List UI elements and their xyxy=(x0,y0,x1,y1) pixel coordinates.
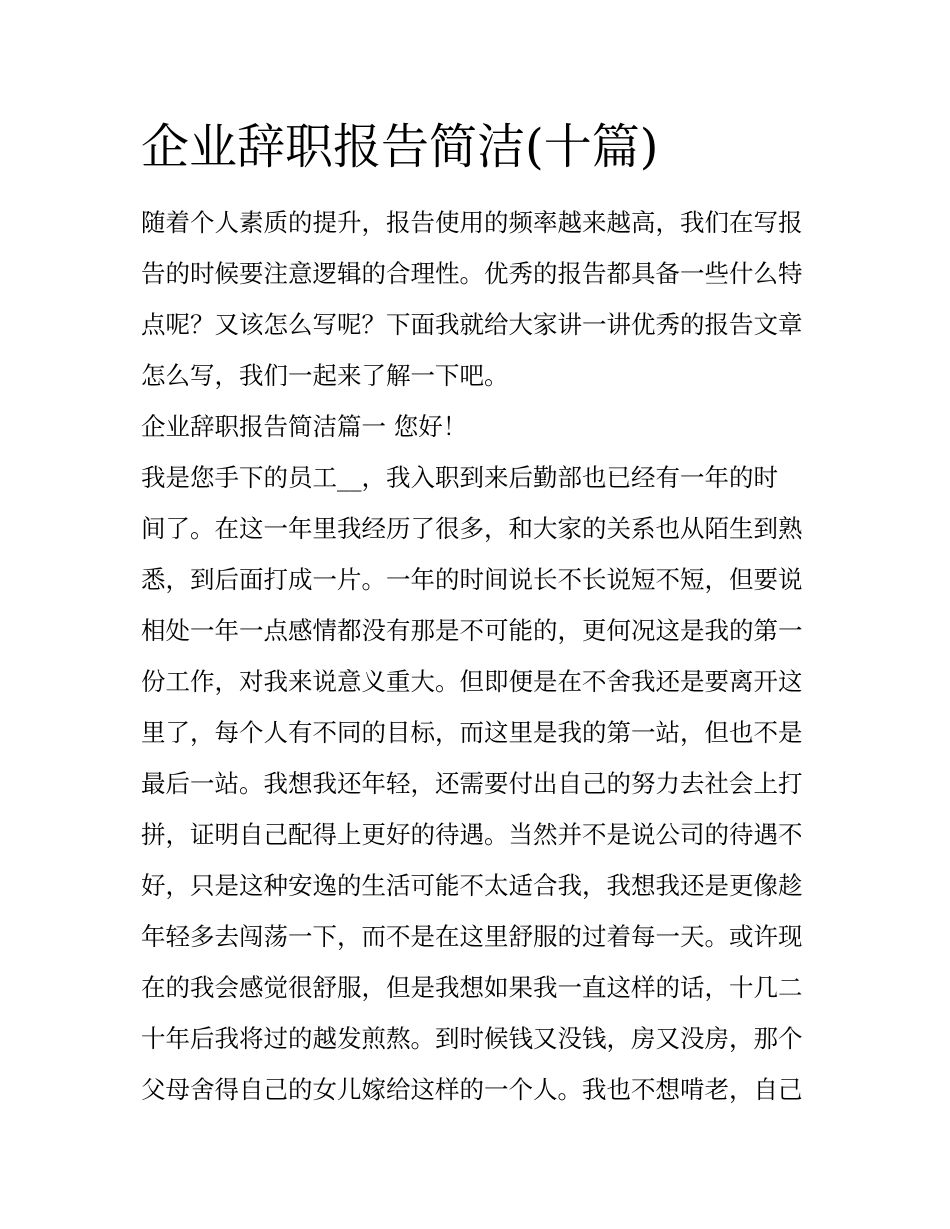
body-line: 好，只是这种安逸的生活可能不太适合我，我想我还是更像趁 xyxy=(141,871,803,900)
body-line: 拼，证明自己配得上更好的待遇。当然并不是说公司的待遇不 xyxy=(141,820,803,849)
body-line: 相处一年一点感情都没有那是不可能的，更何况这是我的第一 xyxy=(141,616,803,645)
document-body xyxy=(141,197,821,1115)
body-line: 点呢？又该怎么写呢？下面我就给大家讲一讲优秀的报告文章 xyxy=(141,310,803,339)
body-line: 我是您手下的员工__，我入职到来后勤部也已经有一年的时 xyxy=(141,463,778,492)
body-line: 怎么写，我们一起来了解一下吧。 xyxy=(141,361,509,390)
document-title: 企业辞职报告简洁(十篇) xyxy=(141,119,659,175)
body-line: 里了，每个人有不同的目标，而这里是我的第一站，但也不是 xyxy=(141,718,803,747)
body-line: 份工作，对我来说意义重大。但即便是在不舍我还是要离开这 xyxy=(141,667,803,696)
body-line: 父母舍得自己的女儿嫁给这样的一个人。我也不想啃老，自己 xyxy=(141,1075,803,1104)
body-line: 在的我会感觉很舒服，但是我想如果我一直这样的话，十几二 xyxy=(141,973,803,1002)
body-line: 随着个人素质的提升，报告使用的频率越来越高，我们在写报 xyxy=(141,208,803,237)
body-line: 间了。在这一年里我经历了很多，和大家的关系也从陌生到熟 xyxy=(141,514,803,543)
body-line: 最后一站。我想我还年轻，还需要付出自己的努力去社会上打 xyxy=(141,769,803,798)
body-line: 年轻多去闯荡一下，而不是在这里舒服的过着每一天。或许现 xyxy=(141,922,803,951)
body-line: 告的时候要注意逻辑的合理性。优秀的报告都具备一些什么特 xyxy=(141,259,803,288)
body-line: 悉，到后面打成一片。一年的时间说长不长说短不短，但要说 xyxy=(141,565,803,594)
body-line: 十年后我将过的越发煎熬。到时候钱又没钱，房又没房，那个 xyxy=(141,1024,803,1053)
section-heading-line: 企业辞职报告简洁篇一 您好！ xyxy=(141,412,468,441)
